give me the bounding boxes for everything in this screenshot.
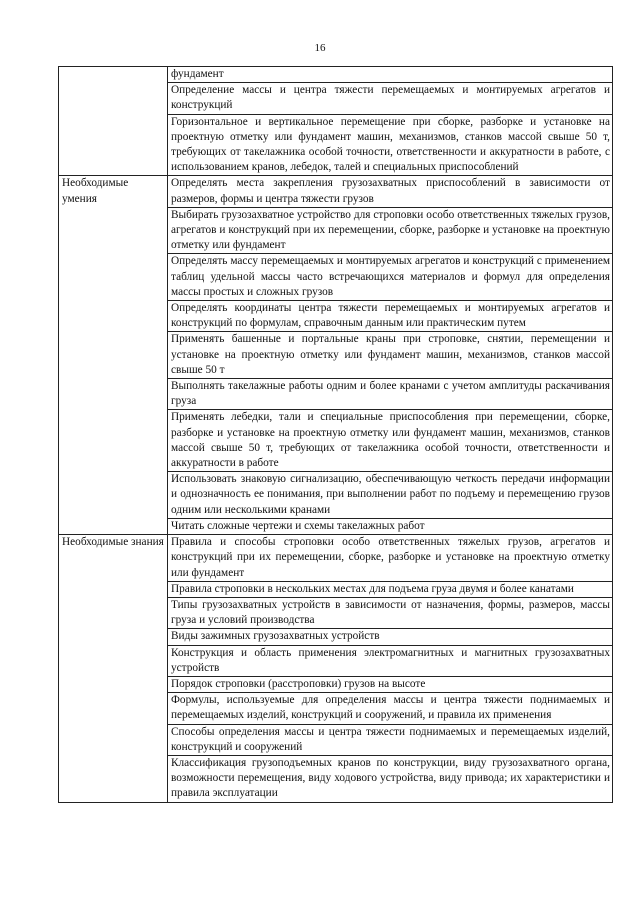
requirement-cell: Применять лебедки, тали и специальные приспособления при перемещении, сборке, разборке и установке на проектную отметку или фундамент машин, механизмов, станков массой свыше 50 т, требующих от такелажника особой точности, ответственности и аккуратности в работе [168, 410, 613, 472]
requirement-cell: Классификация грузоподъемных кранов по конструкции, виду грузозахватного органа, возможности перемещения, виду ходового устройства, виду привода; их характеристики и правила эксплуатации [168, 755, 613, 802]
requirement-cell: Порядок строповки (расстроповки) грузов на высоте [168, 676, 613, 692]
requirement-cell: Способы определения массы и центра тяжести поднимаемых и перемещаемых изделий, конструкций и сооружений [168, 724, 613, 755]
requirement-cell: Определять места закрепления грузозахватных приспособлений в зависимости от размеров, формы и центра тяжести грузов [168, 176, 613, 207]
requirement-cell: Формулы, используемые для определения массы и центра тяжести поднимаемых и перемещаемых изделий, конструкций и сооружений, и правила их применения [168, 693, 613, 724]
requirement-cell: Выполнять такелажные работы одним и более кранами с учетом амплитуды раскачивания груза [168, 379, 613, 410]
section-label [59, 67, 168, 176]
competency-table-body [59, 67, 613, 803]
section-label: Необходимые умения [59, 176, 168, 535]
page-number: 16 [314, 42, 326, 54]
requirement-cell: Определять массу перемещаемых и монтируемых агрегатов и конструкций с применением таблиц удельной массы часто встречающихся материалов и формул для определения массы простых и сложных грузов [168, 254, 613, 301]
requirement-cell: Определять координаты центра тяжести перемещаемых и монтируемых агрегатов и конструкций по формулам, справочным данным или практическим путем [168, 301, 613, 332]
section-label: Необходимые знания [59, 535, 168, 802]
requirement-cell: фундамент [168, 67, 613, 83]
table-row [59, 67, 613, 83]
table-row [59, 535, 613, 582]
requirement-cell: Определение массы и центра тяжести перемещаемых и монтируемых агрегатов и конструкций [168, 83, 613, 114]
requirement-cell: Читать сложные чертежи и схемы такелажных работ [168, 518, 613, 534]
requirement-cell: Виды зажимных грузозахватных устройств [168, 629, 613, 645]
requirement-cell: Правила и способы строповки особо ответственных тяжелых грузов, агрегатов и конструкций при их перемещении, сборке, разборке и установке на проектную отметку или фундамент [168, 535, 613, 582]
table-row [59, 176, 613, 207]
requirement-cell: Конструкция и область применения электромагнитных и магнитных грузозахватных устройств [168, 645, 613, 676]
requirement-cell: Применять башенные и портальные краны при строповке, снятии, перемещении и установке на проектную отметку или фундамент машин, механизмов, станков массой свыше 50 т [168, 332, 613, 379]
requirement-cell: Горизонтальное и вертикальное перемещение при сборке, разборке и установке на проектную отметку или фундамент машин, механизмов, станков массой свыше 50 т, требующих от такелажника особой точности, ответственности и аккуратности в работе, с использованием кранов, лебедок, талей и специальных приспособлений [168, 114, 613, 176]
competency-table [58, 66, 613, 803]
requirement-cell: Использовать знаковую сигнализацию, обеспечивающую четкость передачи информации и однозначность ее понимания, при выполнении работ по подъему и перемещению грузов одним или несколькими кранами [168, 472, 613, 519]
requirement-cell: Типы грузозахватных устройств в зависимости от назначения, формы, размеров, массы груза и условий производства [168, 597, 613, 628]
requirement-cell: Правила строповки в нескольких местах для подъема груза двумя и более канатами [168, 581, 613, 597]
requirement-cell: Выбирать грузозахватное устройство для строповки особо ответственных тяжелых грузов, агрегатов и конструкций при их перемещении, сборке, разборке и установке на проектную отметку или фундамент [168, 207, 613, 254]
